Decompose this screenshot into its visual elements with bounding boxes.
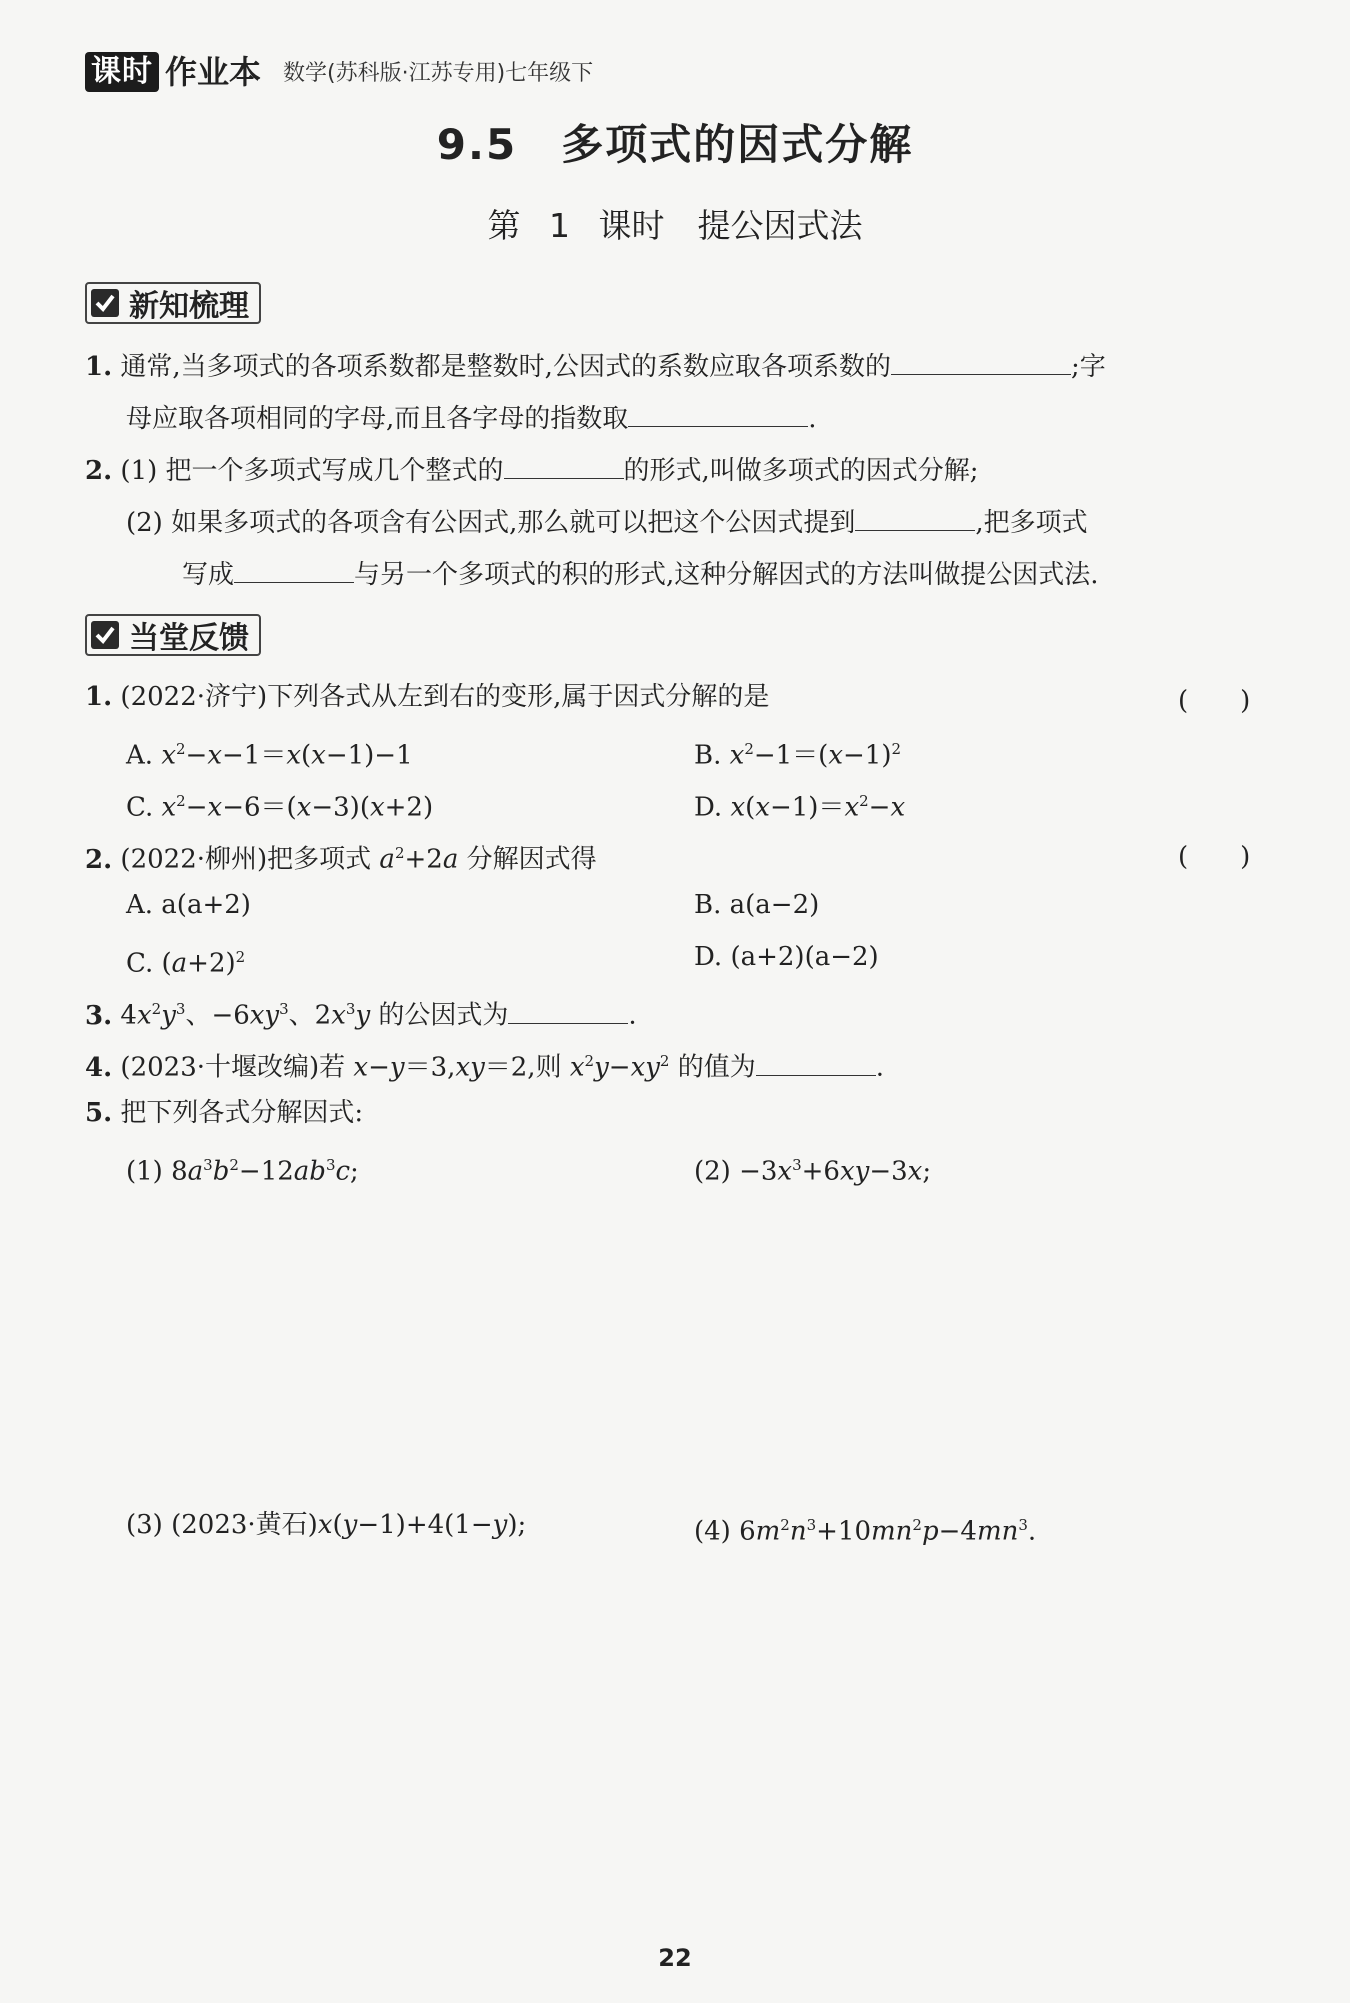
section-tag-new-knowledge	[85, 282, 261, 324]
knowledge-q2-part2: (2) 如果多项式的各项含有公因式,那么就可以把这个公因式提到 ,把多项式	[126, 504, 1088, 540]
q2-option-b[interactable]: B. a(a−2)	[694, 890, 820, 920]
answer-blank[interactable]	[508, 997, 628, 1024]
q5-part1: (1) $8a^3b^2-12ab^3c$;	[126, 1156, 359, 1187]
knowledge-q1-line2: 母应取各项相同的字母,而且各字母的指数取 .	[126, 400, 817, 436]
knowledge-q1-line1: 1. 通常,当多项式的各项系数都是整数时,公因式的系数应取各项系数的 ;字	[85, 348, 1106, 384]
book-header	[85, 46, 593, 92]
feedback-q2-stem: 2. (2022·柳州)把多项式 $a^2+2a$ 分解因式得	[85, 844, 597, 875]
answer-parentheses[interactable]: ( )	[1178, 842, 1251, 872]
q1-option-b[interactable]: B. $x^2-1=(x-1)^2$	[694, 740, 902, 771]
lesson-title: 第 1 课时 提公因式法	[487, 206, 863, 245]
knowledge-q2-part1: 2. (1) 把一个多项式写成几个整式的 的形式,叫做多项式的因式分解;	[85, 452, 979, 488]
answer-blank[interactable]	[891, 348, 1071, 375]
q2-option-c[interactable]: C. $(a+2)^2$	[126, 948, 246, 979]
q1-option-c[interactable]: C. $x^2-x-6=(x-3)(x+2)$	[126, 792, 434, 823]
answer-blank[interactable]	[628, 400, 808, 427]
page-number: 22	[658, 1944, 692, 1972]
book-logo-text: 作业本	[165, 53, 262, 91]
answer-blank[interactable]	[756, 1049, 876, 1076]
section-title: 9.5 多项式的因式分解	[436, 120, 914, 169]
section-label: 新知梳理	[129, 289, 249, 324]
feedback-q5-stem: 5. 把下列各式分解因式:	[85, 1098, 364, 1128]
answer-blank[interactable]	[855, 504, 975, 531]
q1-option-d[interactable]: D. $x(x-1)=x^2-x$	[694, 792, 906, 823]
q2-option-a[interactable]: A. a(a+2)	[126, 890, 251, 920]
section-tag-feedback	[85, 614, 261, 656]
q5-part4: (4) $6m^2n^3+10mn^2p-4mn^3$.	[694, 1516, 1037, 1547]
feedback-q3: 3. $4x^2y^3$、$-6xy^3$、$2x^3y$ 的公因式为 .	[85, 992, 637, 1033]
checkmark-icon	[91, 621, 119, 649]
q1-option-a[interactable]: A. $x^2-x-1=x(x-1)-1$	[126, 740, 413, 771]
book-logo: 课时	[85, 52, 159, 92]
feedback-q4: 4. (2023·十堰改编)若 x−y＝3,xy＝2,则 $x^2y-xy^2$ 的值为 .	[85, 1044, 884, 1085]
checkmark-icon	[91, 289, 119, 317]
book-subtitle: 数学(苏科版·江苏专用)七年级下	[283, 61, 594, 86]
section-label: 当堂反馈	[129, 621, 249, 656]
q2-option-d[interactable]: D. (a+2)(a−2)	[694, 942, 879, 972]
answer-blank[interactable]	[504, 452, 624, 479]
feedback-q1-stem: 1. (2022·济宁)下列各式从左到右的变形,属于因式分解的是	[85, 682, 770, 712]
q5-part2: $(2) -3x^3+6xy-3x$;	[694, 1156, 932, 1187]
answer-parentheses[interactable]: ( )	[1178, 686, 1251, 716]
q5-part3: (3) (2023·黄石)x(y−1)+4(1−y);	[126, 1510, 527, 1540]
answer-blank[interactable]	[234, 556, 354, 583]
knowledge-q2-part2-cont: 写成 与另一个多项式的积的形式,这种分解因式的方法叫做提公因式法.	[182, 556, 1099, 592]
